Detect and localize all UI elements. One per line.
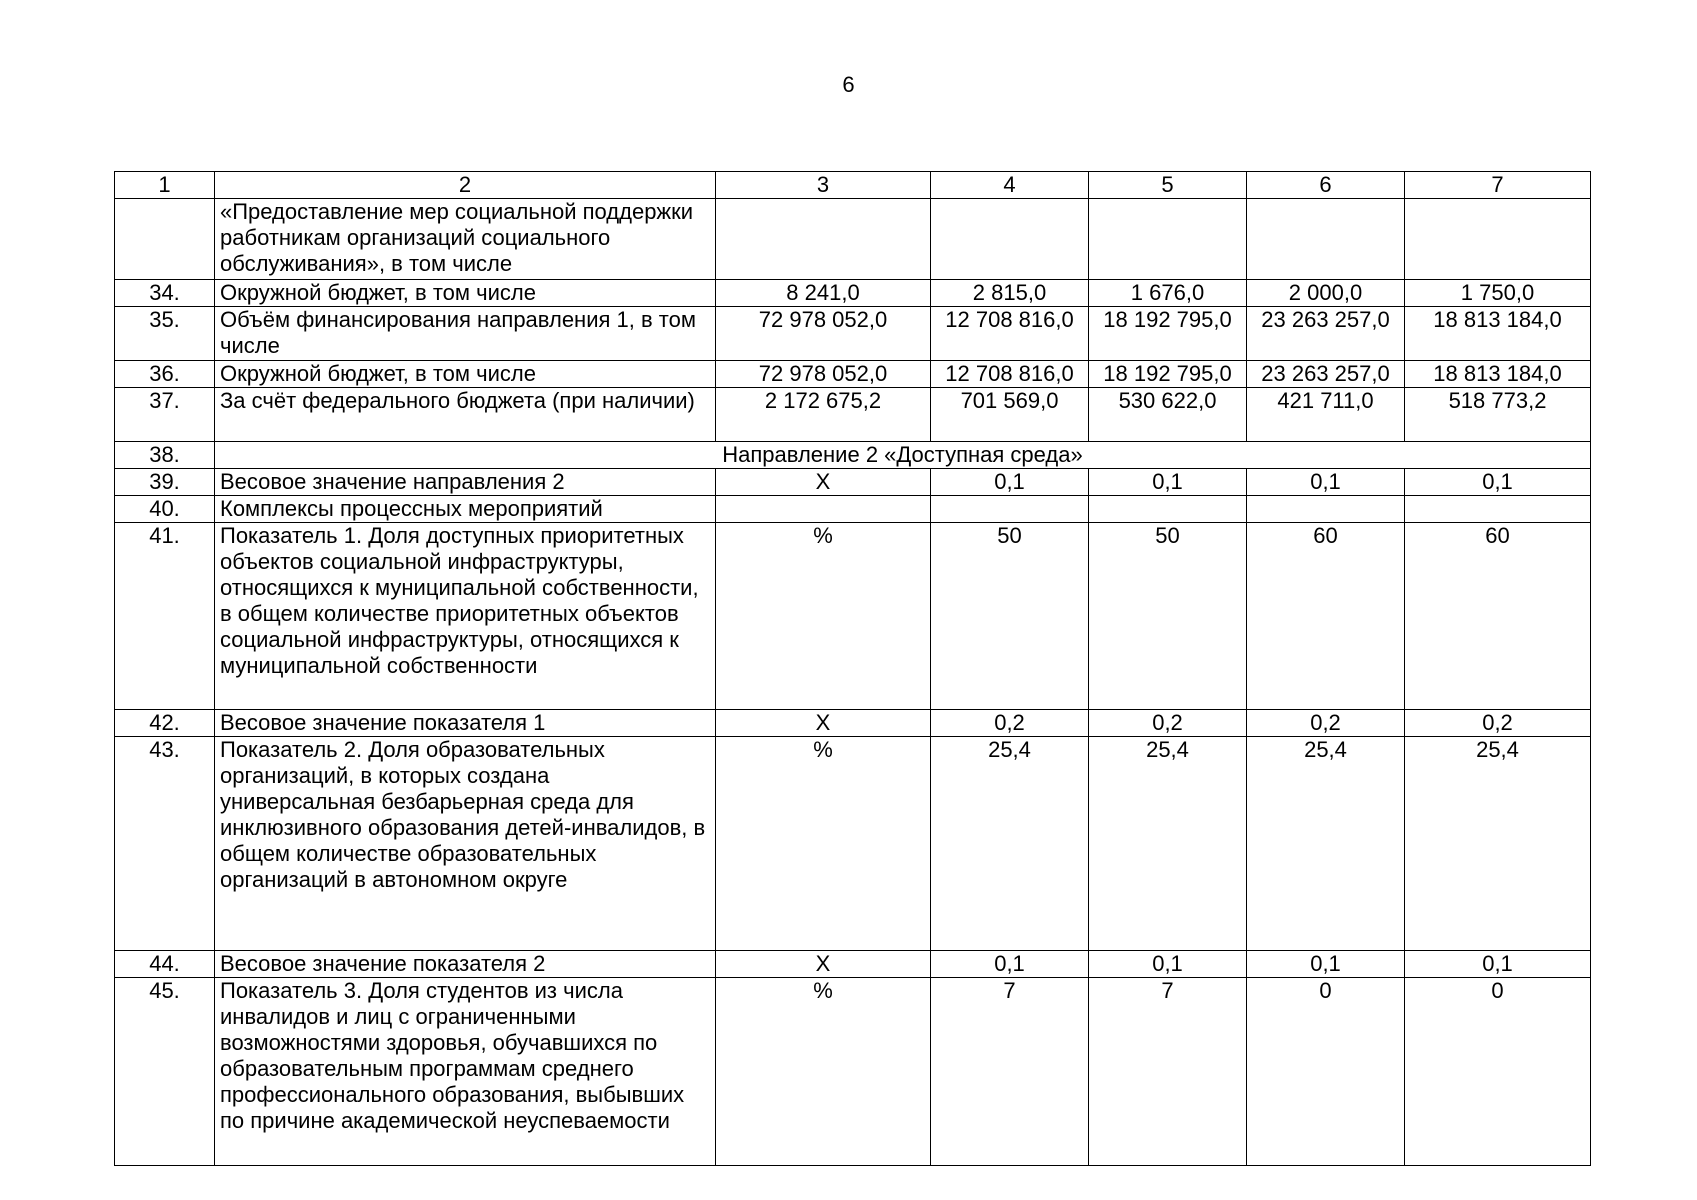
- value-cell: [1247, 199, 1405, 280]
- value-cell: %: [716, 978, 931, 1166]
- row-label-cell: Комплексы процессных мероприятий: [215, 496, 716, 523]
- value-cell: 18 813 184,0: [1405, 361, 1591, 388]
- value-cell: 7: [1089, 978, 1247, 1166]
- row-number-cell: 39.: [115, 469, 215, 496]
- value-cell: 701 569,0: [931, 388, 1089, 442]
- indicators-table: [114, 171, 1591, 1166]
- row-label-cell: Объём финансирования направления 1, в том числе: [215, 307, 716, 361]
- value-cell: 25,4: [1089, 737, 1247, 951]
- value-cell: 60: [1247, 523, 1405, 710]
- value-cell: 12 708 816,0: [931, 307, 1089, 361]
- row-label-cell: За счёт федерального бюджета (при наличии): [215, 388, 716, 442]
- value-cell: 421 711,0: [1247, 388, 1405, 442]
- value-cell: 18 813 184,0: [1405, 307, 1591, 361]
- value-cell: [931, 199, 1089, 280]
- value-cell: 0,1: [1405, 951, 1591, 978]
- row-number-cell: 41.: [115, 523, 215, 710]
- value-cell: 0,1: [931, 469, 1089, 496]
- table-row: [115, 388, 1591, 442]
- row-number-cell: 45.: [115, 978, 215, 1166]
- value-cell: 25,4: [931, 737, 1089, 951]
- value-cell: 50: [1089, 523, 1247, 710]
- value-cell: 0,1: [1089, 469, 1247, 496]
- value-cell: 72 978 052,0: [716, 307, 931, 361]
- value-cell: 0,2: [1405, 710, 1591, 737]
- value-cell: [1089, 199, 1247, 280]
- value-cell: 0,1: [1247, 951, 1405, 978]
- value-cell: 530 622,0: [1089, 388, 1247, 442]
- value-cell: 2 000,0: [1247, 280, 1405, 307]
- row-number-cell: 36.: [115, 361, 215, 388]
- table-row: [115, 496, 1591, 523]
- table-row: [115, 442, 1591, 469]
- row-label-cell: Весовое значение направления 2: [215, 469, 716, 496]
- table-row: [115, 199, 1591, 280]
- page-number: 6: [842, 72, 855, 97]
- row-number-cell: 38.: [115, 442, 215, 469]
- value-cell: 72 978 052,0: [716, 361, 931, 388]
- value-cell: [931, 496, 1089, 523]
- value-cell: [1405, 199, 1591, 280]
- row-label-cell: Окружной бюджет, в том числе: [215, 361, 716, 388]
- value-cell: 0,1: [1247, 469, 1405, 496]
- value-cell: 0,1: [931, 951, 1089, 978]
- row-label-cell: Весовое значение показателя 2: [215, 951, 716, 978]
- value-cell: 12 708 816,0: [931, 361, 1089, 388]
- value-cell: 2 815,0: [931, 280, 1089, 307]
- header-cell: 1: [115, 172, 215, 199]
- value-cell: 60: [1405, 523, 1591, 710]
- row-number-cell: 42.: [115, 710, 215, 737]
- table-row: [115, 737, 1591, 951]
- row-label-cell: Показатель 3. Доля студентов из числа инвалидов и лиц с ограниченными возможностями здоровья, обучавшихся по образовательным программам среднего профессионального образования, выбывших по причине академической неуспеваемости: [215, 978, 716, 1166]
- value-cell: Х: [716, 469, 931, 496]
- row-label-cell: Весовое значение показателя 1: [215, 710, 716, 737]
- value-cell: 23 263 257,0: [1247, 361, 1405, 388]
- value-cell: Х: [716, 710, 931, 737]
- value-cell: 25,4: [1405, 737, 1591, 951]
- table-row: [115, 978, 1591, 1166]
- header-cell: 5: [1089, 172, 1247, 199]
- value-cell: 50: [931, 523, 1089, 710]
- header-cell: 6: [1247, 172, 1405, 199]
- row-number-cell: 35.: [115, 307, 215, 361]
- value-cell: [716, 199, 931, 280]
- value-cell: 0,1: [1405, 469, 1591, 496]
- table-row: [115, 280, 1591, 307]
- value-cell: [1089, 496, 1247, 523]
- row-label-cell: Показатель 1. Доля доступных приоритетных объектов социальной инфраструктуры, относящихся к муниципальной собственности, в общем количестве приоритетных объектов социальной инфраструктуры, относящихся к муниципальной собственности: [215, 523, 716, 710]
- table-row: [115, 307, 1591, 361]
- value-cell: [716, 496, 931, 523]
- value-cell: Х: [716, 951, 931, 978]
- row-number-cell: [115, 199, 215, 280]
- value-cell: 18 192 795,0: [1089, 361, 1247, 388]
- row-label-cell: «Предоставление мер социальной поддержки работникам организаций социального обслуживания», в том числе: [215, 199, 716, 280]
- value-cell: 18 192 795,0: [1089, 307, 1247, 361]
- value-cell: 8 241,0: [716, 280, 931, 307]
- value-cell: 0,1: [1089, 951, 1247, 978]
- value-cell: 2 172 675,2: [716, 388, 931, 442]
- value-cell: %: [716, 737, 931, 951]
- value-cell: [1405, 496, 1591, 523]
- row-number-cell: 34.: [115, 280, 215, 307]
- value-cell: 518 773,2: [1405, 388, 1591, 442]
- table-row: [115, 523, 1591, 710]
- value-cell: 7: [931, 978, 1089, 1166]
- header-cell: 4: [931, 172, 1089, 199]
- row-label-cell: Окружной бюджет, в том числе: [215, 280, 716, 307]
- row-number-cell: 43.: [115, 737, 215, 951]
- value-cell: 1 676,0: [1089, 280, 1247, 307]
- value-cell: 25,4: [1247, 737, 1405, 951]
- header-cell: 3: [716, 172, 931, 199]
- value-cell: 0,2: [931, 710, 1089, 737]
- table-row: [115, 951, 1591, 978]
- header-cell: 2: [215, 172, 716, 199]
- value-cell: 0: [1247, 978, 1405, 1166]
- row-number-cell: 44.: [115, 951, 215, 978]
- value-cell: 1 750,0: [1405, 280, 1591, 307]
- value-cell: 0: [1405, 978, 1591, 1166]
- row-number-cell: 40.: [115, 496, 215, 523]
- header-cell: 7: [1405, 172, 1591, 199]
- section-heading-cell: Направление 2 «Доступная среда»: [215, 442, 1591, 469]
- row-label-cell: Показатель 2. Доля образовательных организаций, в которых создана универсальная безбарьерная среда для инклюзивного образования детей-инвалидов, в общем количестве образовательных организаций в автономном округе: [215, 737, 716, 951]
- value-cell: 0,2: [1247, 710, 1405, 737]
- header-row: [115, 172, 1591, 199]
- value-cell: %: [716, 523, 931, 710]
- table-row: [115, 361, 1591, 388]
- row-number-cell: 37.: [115, 388, 215, 442]
- table-row: [115, 469, 1591, 496]
- table-row: [115, 710, 1591, 737]
- value-cell: [1247, 496, 1405, 523]
- value-cell: 23 263 257,0: [1247, 307, 1405, 361]
- value-cell: 0,2: [1089, 710, 1247, 737]
